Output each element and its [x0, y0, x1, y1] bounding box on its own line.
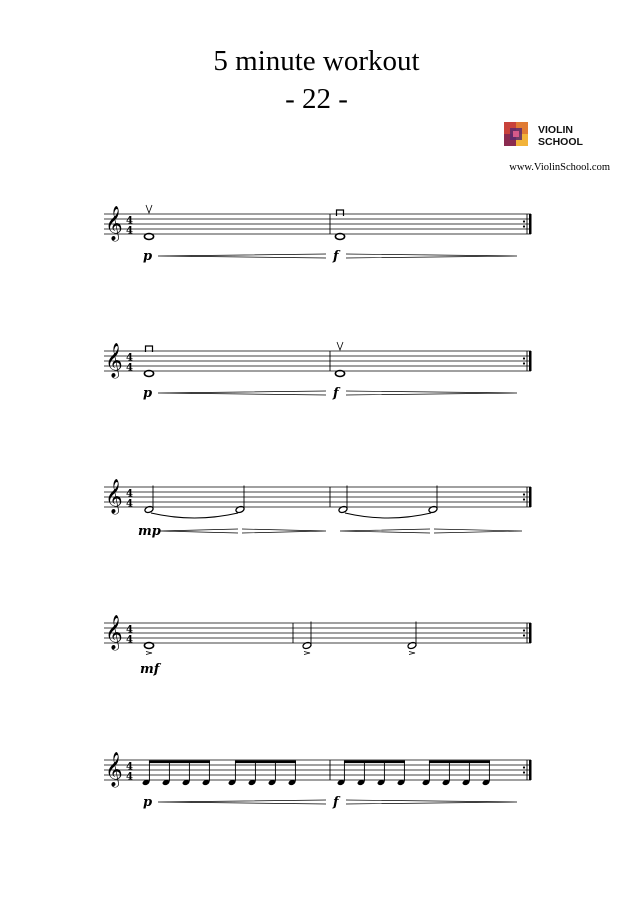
final-barline — [529, 214, 532, 234]
repeat-dot — [523, 362, 525, 364]
repeat-dot — [523, 771, 525, 773]
page-subtitle: - 22 - — [285, 83, 348, 115]
treble-clef-icon: 𝄞 — [105, 206, 123, 241]
note-beam — [429, 761, 490, 764]
final-barline — [529, 487, 532, 507]
dynamic-marking: p — [143, 249, 153, 264]
final-barline — [529, 351, 532, 371]
dynamic-marking: f — [333, 249, 339, 264]
diminuendo-hairpin — [242, 529, 326, 533]
whole-note — [144, 643, 153, 649]
tie — [345, 513, 431, 518]
final-barline — [529, 760, 532, 780]
time-signature-bottom: 4 — [126, 771, 133, 783]
time-signature-bottom: 4 — [126, 225, 133, 237]
final-barline — [529, 623, 532, 643]
note-beam — [344, 761, 405, 764]
treble-clef-icon: 𝄞 — [105, 343, 123, 378]
crescendo-hairpin — [340, 529, 430, 533]
time-signature-top: 4 — [126, 488, 133, 500]
repeat-dot — [523, 634, 525, 636]
time-signature-top: 4 — [126, 761, 133, 773]
repeat-dot — [523, 498, 525, 500]
time-signature-bottom: 4 — [126, 634, 133, 646]
treble-clef-icon: 𝄞 — [105, 479, 123, 514]
page-title: 5 minute workout — [213, 45, 420, 77]
treble-clef-icon: 𝄞 — [105, 752, 123, 787]
time-signature-top: 4 — [126, 215, 133, 227]
up-bow-icon — [146, 205, 152, 213]
time-signature-bottom: 4 — [126, 362, 133, 374]
diminuendo-hairpin — [346, 391, 517, 395]
diminuendo-hairpin — [346, 254, 517, 258]
crescendo-hairpin — [158, 391, 326, 395]
repeat-dot — [523, 493, 525, 495]
tie — [151, 513, 238, 518]
website-url: www.ViolinSchool.com — [509, 162, 610, 173]
logo-line2: SCHOOL — [538, 136, 583, 148]
time-signature-top: 4 — [126, 352, 133, 364]
crescendo-hairpin — [158, 800, 326, 804]
time-signature-bottom: 4 — [126, 498, 133, 510]
down-bow-icon — [337, 210, 344, 216]
repeat-dot — [523, 766, 525, 768]
dynamic-marking: mf — [140, 662, 160, 677]
treble-clef-icon: 𝄞 — [105, 615, 123, 650]
accent-mark — [146, 652, 152, 655]
repeat-dot — [523, 629, 525, 631]
up-bow-icon — [337, 342, 343, 350]
dynamic-marking: mp — [138, 524, 161, 539]
note-beam — [149, 761, 210, 764]
logo-line1: VIOLIN — [538, 124, 574, 136]
repeat-dot — [523, 357, 525, 359]
dynamic-marking: p — [143, 795, 153, 810]
accent-mark — [409, 652, 415, 655]
time-signature-top: 4 — [126, 624, 133, 636]
diminuendo-hairpin — [346, 800, 517, 804]
note-beam — [235, 761, 296, 764]
crescendo-hairpin — [160, 529, 238, 533]
repeat-dot — [523, 220, 525, 222]
diminuendo-hairpin — [434, 529, 522, 533]
accent-mark — [304, 652, 310, 655]
crescendo-hairpin — [158, 254, 326, 258]
dynamic-marking: f — [333, 386, 339, 401]
repeat-dot — [523, 225, 525, 227]
dynamic-marking: p — [143, 386, 153, 401]
dynamic-marking: f — [333, 795, 339, 810]
